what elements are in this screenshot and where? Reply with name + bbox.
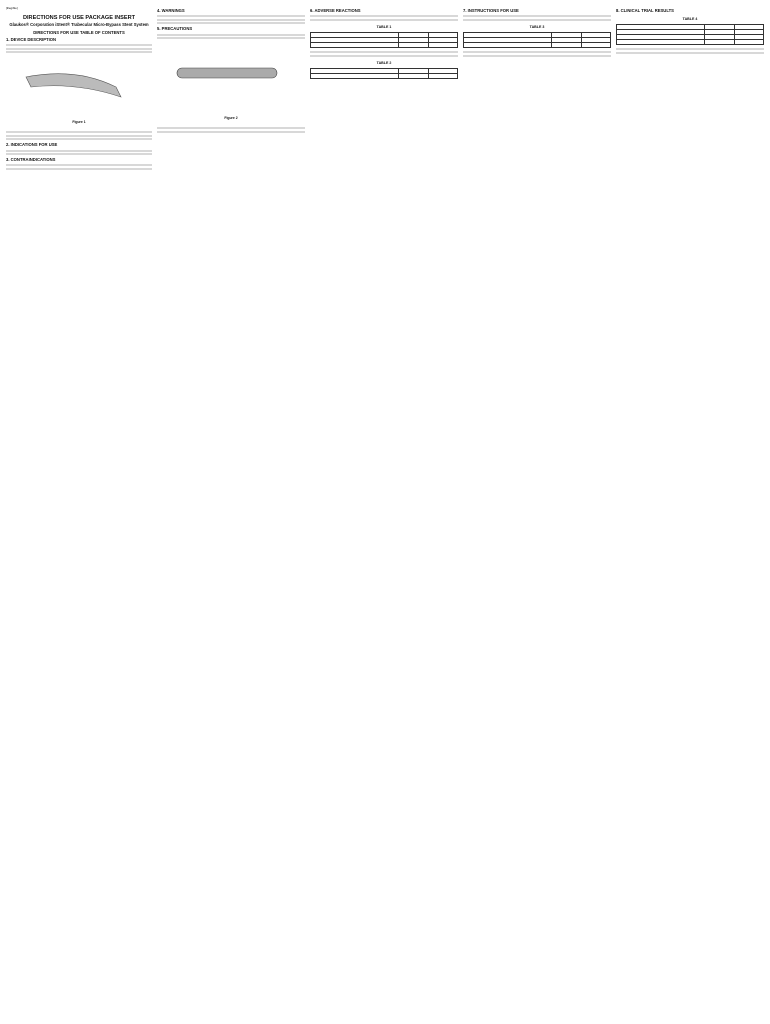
- section-heading: 1. DEVICE DESCRIPTION: [6, 36, 57, 42]
- section-heading: 8. CLINICAL TRIAL RESULTS: [616, 8, 674, 13]
- section-heading: 7. INSTRUCTIONS FOR USE: [463, 8, 519, 13]
- main-title: DIRECTIONS FOR USE PACKAGE INSERT: [22, 15, 136, 22]
- column-4: [463, 6, 611, 1018]
- doc-id: [illegible]: [6, 6, 18, 10]
- table-title: TABLE 2: [376, 60, 392, 65]
- table-title: TABLE 3: [529, 24, 545, 29]
- column-3: [310, 6, 458, 1018]
- figure-caption: Figure 2: [224, 116, 238, 121]
- section-heading: 4. WARNINGS: [157, 8, 185, 13]
- stent-diagram: [6, 57, 152, 117]
- column-1: [6, 6, 152, 1018]
- section-heading: 5. PRECAUTIONS: [157, 26, 193, 32]
- table-2: [310, 68, 458, 79]
- section-heading: 6. ADVERSE REACTIONS: [310, 8, 361, 13]
- figure-1: [6, 57, 152, 127]
- figure-2: [157, 43, 305, 123]
- column-2: [157, 6, 305, 1018]
- table-4: [616, 24, 764, 45]
- section-heading: 2. INDICATIONS FOR USE: [6, 142, 58, 148]
- section-heading: 3. CONTRAINDICATIONS: [6, 157, 56, 163]
- column-5: [616, 6, 764, 1018]
- inserter-diagram: [157, 43, 305, 113]
- table-3: [463, 32, 611, 48]
- table-title: TABLE 4: [682, 17, 698, 22]
- table-title: TABLE 1: [376, 24, 392, 29]
- toc-title: DIRECTIONS FOR USE TABLE OF CONTENTS: [33, 29, 125, 35]
- figure-caption: Figure 1: [72, 120, 86, 125]
- table-1: [310, 32, 458, 48]
- sub-title: Glaukos® Corporation iStent® Trabecular Micro-Bypass Stent System: [9, 22, 149, 28]
